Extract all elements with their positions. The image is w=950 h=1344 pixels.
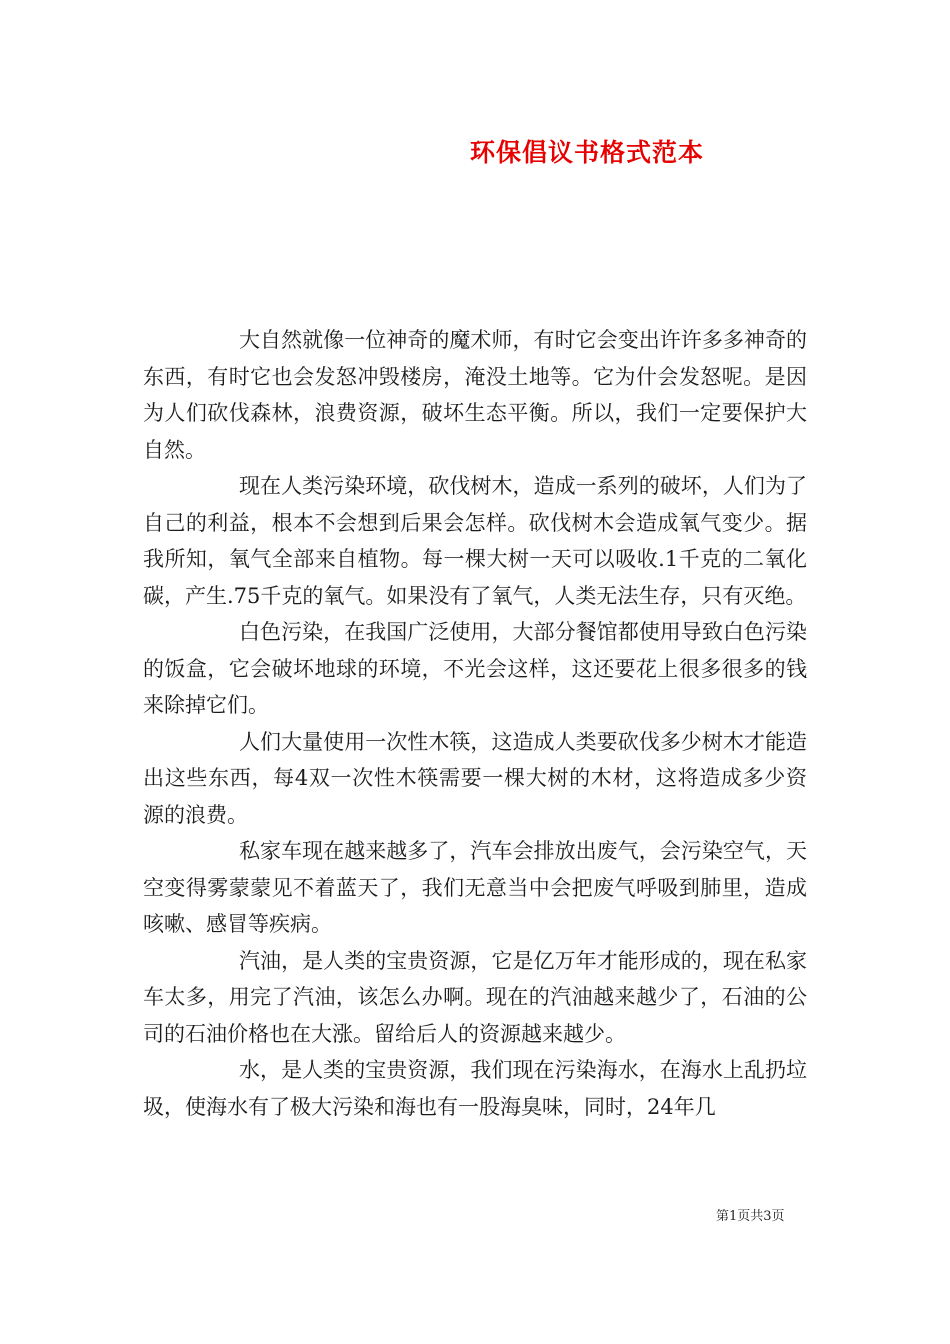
paragraph-6: 汽油，是人类的宝贵资源，它是亿万年才能形成的，现在私家车太多，用完了汽油，该怎么办啊。现在的汽油越来越少了，石油的公司的石油价格也在大涨。留给后人的资源越来越少。 bbox=[143, 948, 807, 1046]
paragraph-3: 白色污染，在我国广泛使用，大部分餐馆都使用导致白色污染的饭盒，它会破坏地球的环境，不光会这样，这还要花上很多很多的钱来除掉它们。 bbox=[143, 620, 807, 717]
page-number: 第1页共3页 bbox=[716, 1209, 785, 1224]
paragraph-5: 私家车现在越来越多了，汽车会排放出废气，会污染空气，天空变得雾蒙蒙见不着蓝天了，我们无意当中会把废气呼吸到肺里，造成咳嗽、感冒等疾病。 bbox=[143, 839, 807, 936]
paragraph-4: 人们大量使用一次性木筷，这造成人类要砍伐多少树木才能造出这些东西，每4双一次性木筷需要一棵大树的木材，这将造成多少资源的浪费。 bbox=[143, 729, 807, 827]
document-title: 环保倡议书格式范本 bbox=[470, 138, 705, 167]
paragraph-1: 大自然就像一位神奇的魔术师，有时它会变出许许多多神奇的东西，有时它也会发怒冲毁楼房，淹没土地等。它为什会发怒呢。是因为人们砍伐森林，浪费资源，破坏生态平衡。所以，我们一定要保护大自然。 bbox=[143, 328, 807, 462]
document-body bbox=[143, 322, 807, 1125]
paragraph-7: 水，是人类的宝贵资源，我们现在污染海水，在海水上乱扔垃圾，使海水有了极大污染和海也有一股海臭味，同时，24年几 bbox=[143, 1058, 807, 1119]
paragraph-2: 现在人类污染环境，砍伐树木，造成一系列的破坏，人们为了自己的利益，根本不会想到后果会怎样。砍伐树木会造成氧气变少。据我所知，氧气全部来自植物。每一棵大树一天可以吸收.1千克的二氧化碳，产生.75千克的氧气。如果没有了氧气，人类无法生存，只有灭绝。 bbox=[143, 474, 807, 608]
